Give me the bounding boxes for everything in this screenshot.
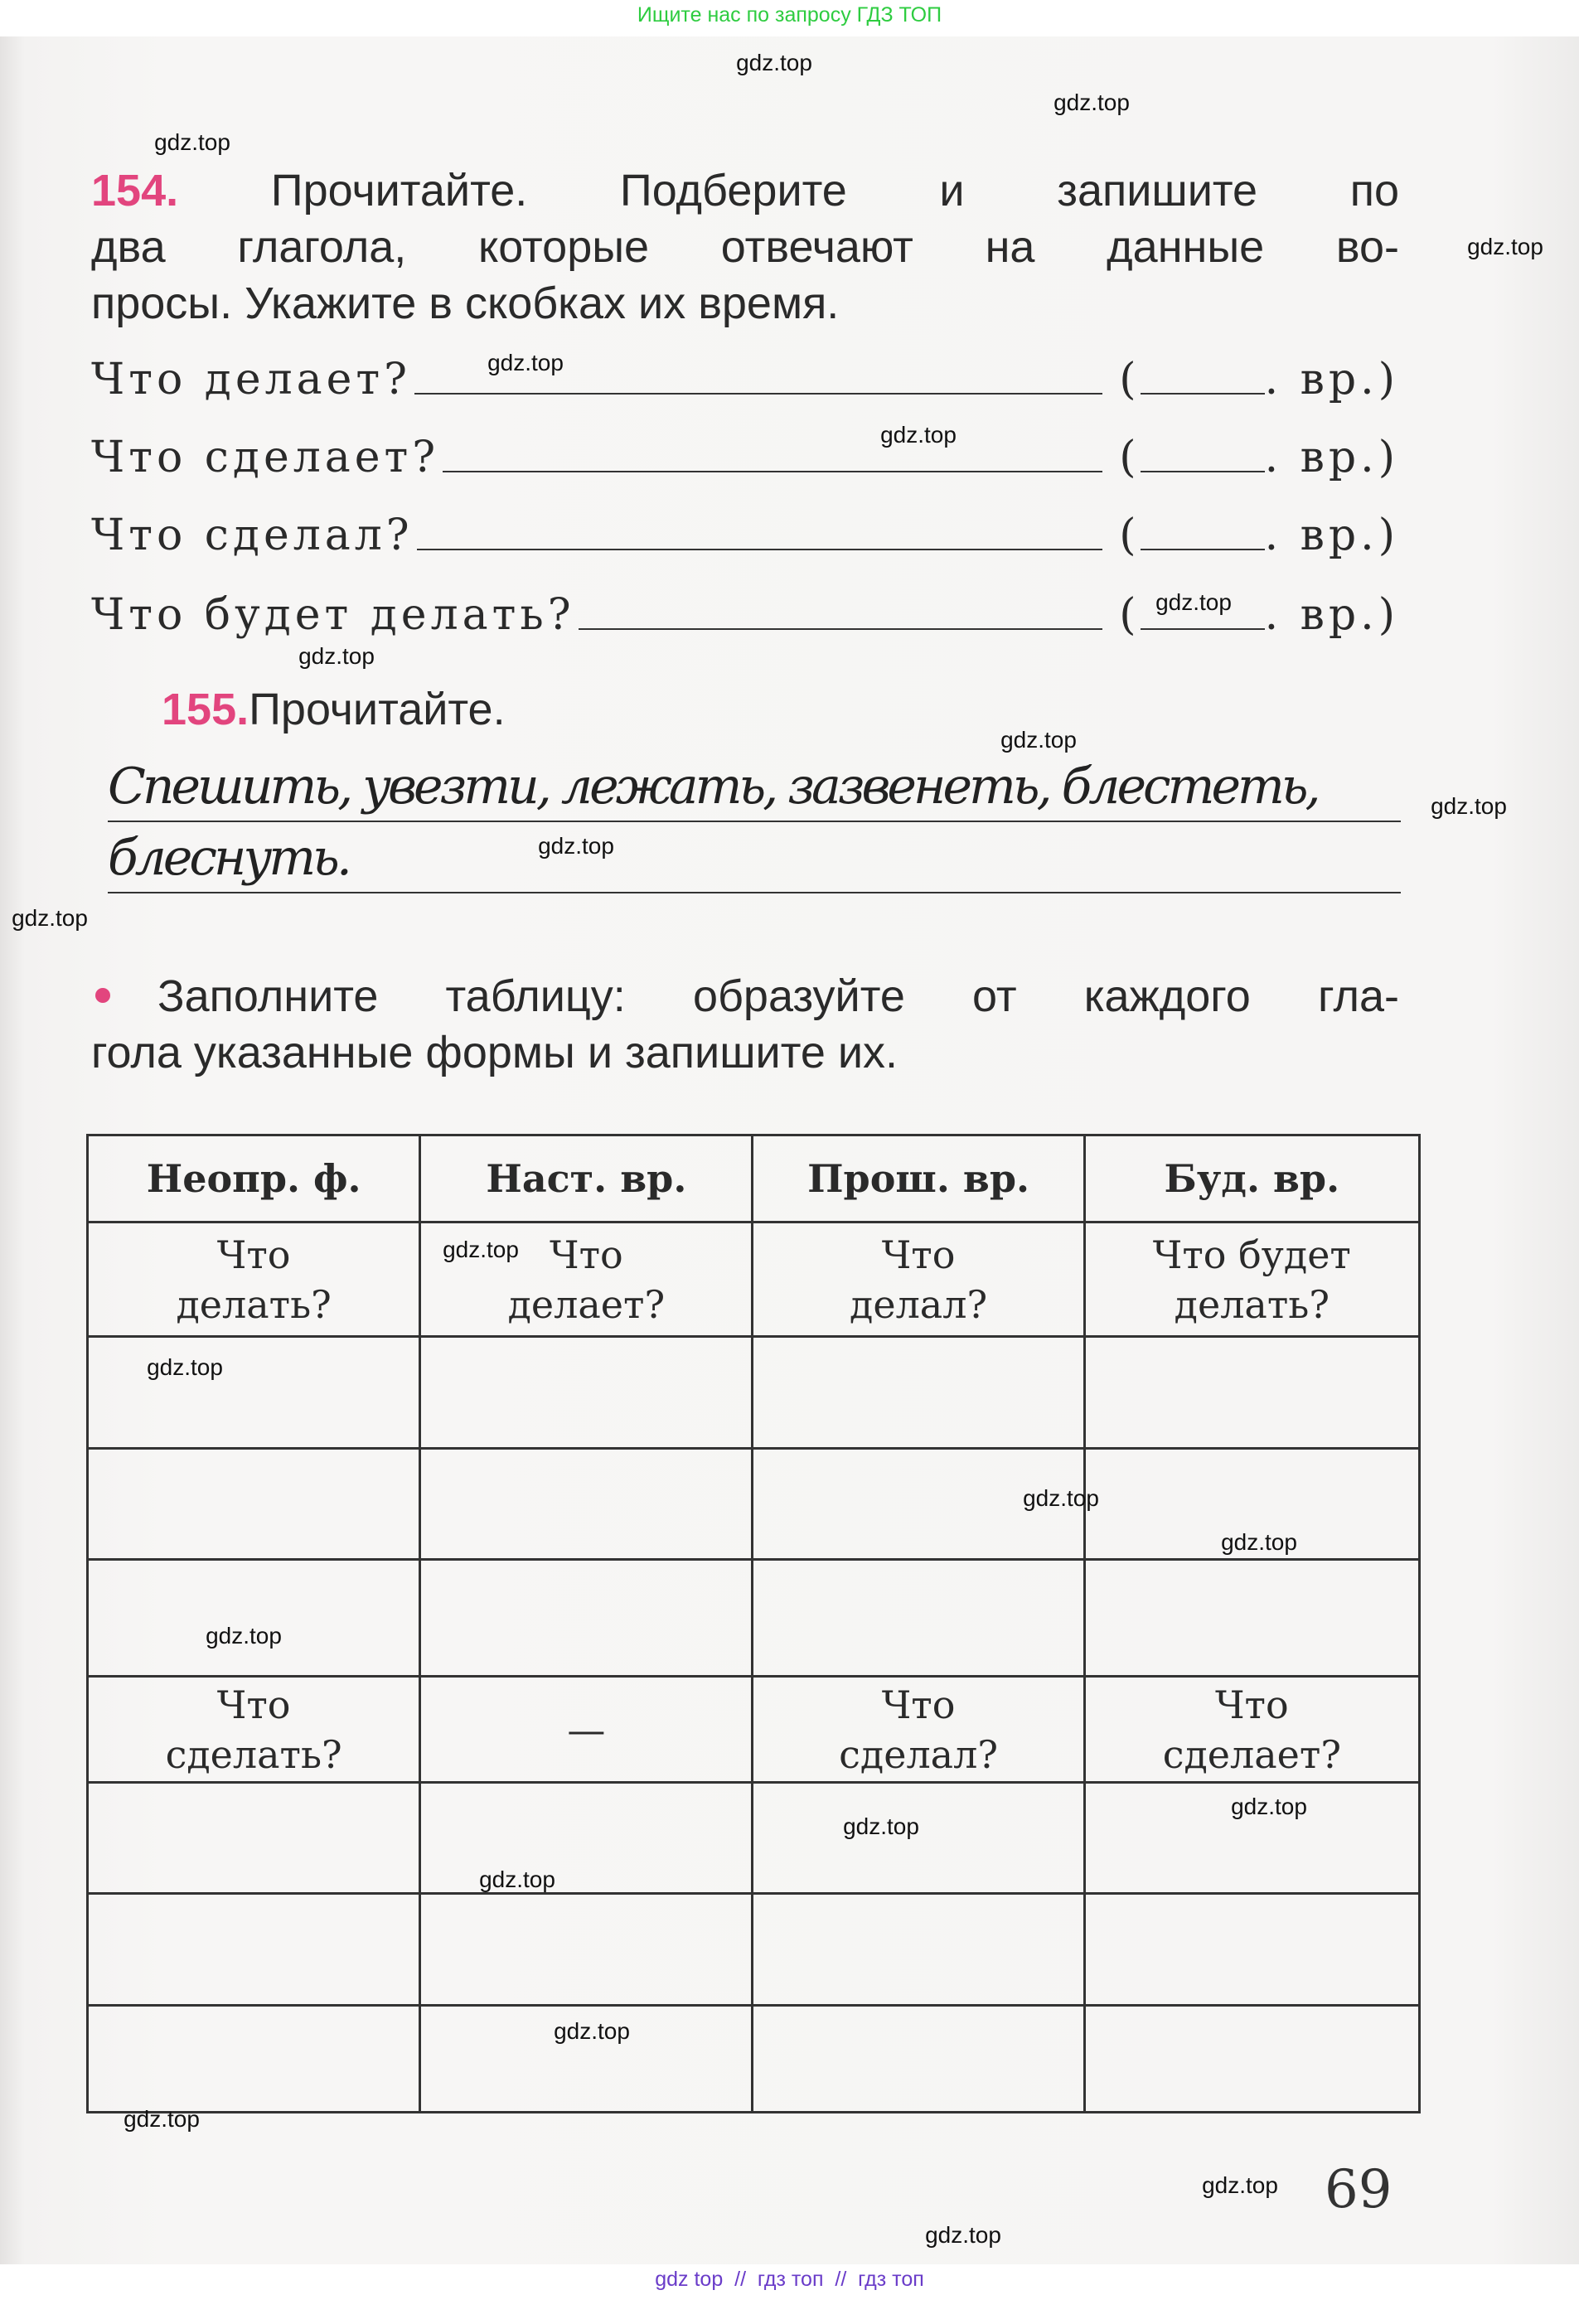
table-row: [88, 1223, 1420, 1337]
question-row: [91, 346, 1399, 404]
watermark: gdz.top: [1231, 1794, 1307, 1819]
tense-blank[interactable]: [1141, 627, 1265, 630]
watermark: gdz.top: [925, 2222, 1001, 2248]
watermark: gdz.top: [147, 1354, 223, 1380]
question-label: Что сделает?: [91, 433, 440, 482]
ex154-line-1: [91, 164, 1399, 217]
watermark: gdz.top: [736, 50, 812, 75]
table-cell[interactable]: [88, 1894, 420, 2006]
table-cell: Что сделал?: [753, 1677, 1084, 1783]
question-row: [91, 424, 1399, 482]
ex155-heading: [162, 683, 1470, 736]
tense-blank[interactable]: [1141, 470, 1265, 472]
table-row: [88, 1560, 1420, 1677]
watermark: gdz.top: [1221, 1529, 1297, 1555]
watermark: gdz.top: [1053, 90, 1130, 115]
table-cell[interactable]: [88, 1560, 420, 1677]
watermark: gdz.top: [843, 1813, 919, 1839]
paren-open: (: [1119, 433, 1141, 482]
watermark: gdz.top: [1000, 727, 1077, 753]
tense-blank[interactable]: [1141, 392, 1265, 395]
watermark: gdz.top: [206, 1623, 282, 1649]
answer-line[interactable]: [579, 628, 1103, 630]
table-cell[interactable]: [88, 2006, 420, 2113]
table-row: [88, 2006, 1420, 2113]
table-row: [88, 1894, 1420, 2006]
table-cell[interactable]: [88, 1783, 420, 1894]
watermark: gdz.top: [298, 643, 375, 669]
table-cell[interactable]: [753, 1337, 1084, 1449]
table-cell[interactable]: [420, 1560, 753, 1677]
table-cell: Что делать?: [88, 1223, 420, 1337]
writing-line: [108, 821, 1401, 822]
table-cell[interactable]: [753, 1894, 1084, 2006]
bullet-icon: [95, 988, 110, 1003]
answer-line[interactable]: [414, 393, 1102, 395]
paren-close: . вр.): [1264, 433, 1399, 482]
table-cell[interactable]: [420, 1783, 753, 1894]
watermark: gdz.top: [487, 350, 564, 375]
table-cell[interactable]: [1084, 1337, 1419, 1449]
paren-close: . вр.): [1264, 355, 1399, 404]
table-cell: Что делал?: [753, 1223, 1084, 1337]
header-past: Прош. вр.: [753, 1135, 1084, 1223]
task-line-1: Заполните таблицу: образуйте от каждого гла-: [157, 971, 1399, 1021]
table-row: [88, 1449, 1420, 1560]
table-row: [88, 1783, 1420, 1894]
table-row: [88, 1677, 1420, 1783]
watermark: gdz.top: [880, 422, 957, 448]
question-label: Что делает?: [91, 355, 412, 404]
table-cell[interactable]: [1084, 1560, 1419, 1677]
ex154-line-2: два глагола, которые отвечают на данные во-: [91, 222, 1399, 272]
task-line-2: гола указанные формы и запишите их.: [91, 1028, 898, 1077]
table-row: [88, 1337, 1420, 1449]
header-infinitive: Неопр. ф.: [88, 1135, 420, 1223]
watermark: gdz.top: [154, 129, 230, 155]
paren-close: . вр.): [1264, 590, 1399, 640]
header-present: Наст. вр.: [420, 1135, 753, 1223]
watermark: gdz.top: [1155, 589, 1232, 615]
watermark: gdz.top: [12, 905, 88, 931]
table-cell: Что будет делать?: [1084, 1223, 1419, 1337]
ex154-number: 154.: [91, 166, 179, 215]
watermark: gdz.top: [479, 1866, 555, 1892]
table-cell: Что сделает?: [1084, 1677, 1419, 1783]
paren-open: (: [1119, 590, 1141, 640]
question-label: Что будет делать?: [91, 590, 575, 640]
watermark: gdz.top: [554, 2018, 630, 2044]
search-banner[interactable]: Ищите нас по запросу ГДЗ ТОП: [637, 3, 942, 27]
table-cell[interactable]: [1084, 1894, 1419, 2006]
table-cell: —: [420, 1677, 753, 1783]
paren-open: (: [1119, 511, 1141, 560]
handwritten-words-line-2: блеснуть.: [108, 829, 349, 887]
question-label: Что сделал?: [91, 511, 414, 560]
table-cell[interactable]: [1084, 2006, 1419, 2113]
header-future: Буд. вр.: [1084, 1135, 1419, 1223]
watermark: gdz.top: [124, 2106, 200, 2132]
paren-close: . вр.): [1264, 511, 1399, 560]
answer-line[interactable]: [443, 471, 1102, 472]
table-cell[interactable]: [420, 1894, 753, 2006]
ex154-line-3: просы. Укажите в скобках их время.: [91, 278, 840, 328]
paren-open: (: [1119, 355, 1141, 404]
answer-line[interactable]: [417, 549, 1103, 550]
page-number: 69: [1325, 2159, 1393, 2220]
table-cell[interactable]: [753, 1560, 1084, 1677]
handwritten-words-line-1: Спешить, увезти, лежать, зазвенеть, блестеть,: [108, 758, 1318, 816]
ex154-text-1: Прочитайте. Подберите и запишите по: [270, 166, 1399, 215]
verb-forms-table: [86, 1134, 1421, 2113]
table-cell: Что сделать?: [88, 1677, 420, 1783]
footer-links[interactable]: gdz top // гдз топ // гдз топ: [655, 2268, 924, 2291]
watermark: gdz.top: [1431, 793, 1507, 819]
watermark: gdz.top: [1467, 234, 1543, 259]
watermark: gdz.top: [443, 1237, 519, 1262]
table-header-row: [88, 1135, 1420, 1223]
writing-line: [108, 892, 1401, 893]
table-cell: Что делает?: [420, 1223, 753, 1337]
question-row: [91, 502, 1399, 560]
watermark: gdz.top: [1023, 1485, 1099, 1511]
watermark: gdz.top: [538, 833, 614, 859]
ex155-title: Прочитайте.: [249, 685, 506, 734]
ex155-number: 155.: [162, 685, 249, 734]
table-cell[interactable]: [420, 1449, 753, 1560]
table-cell[interactable]: [753, 2006, 1084, 2113]
table-cell[interactable]: [88, 1337, 420, 1449]
watermark: gdz.top: [1202, 2172, 1278, 2198]
tense-blank[interactable]: [1141, 548, 1265, 550]
table-cell[interactable]: [420, 1337, 753, 1449]
table-cell[interactable]: [88, 1449, 420, 1560]
